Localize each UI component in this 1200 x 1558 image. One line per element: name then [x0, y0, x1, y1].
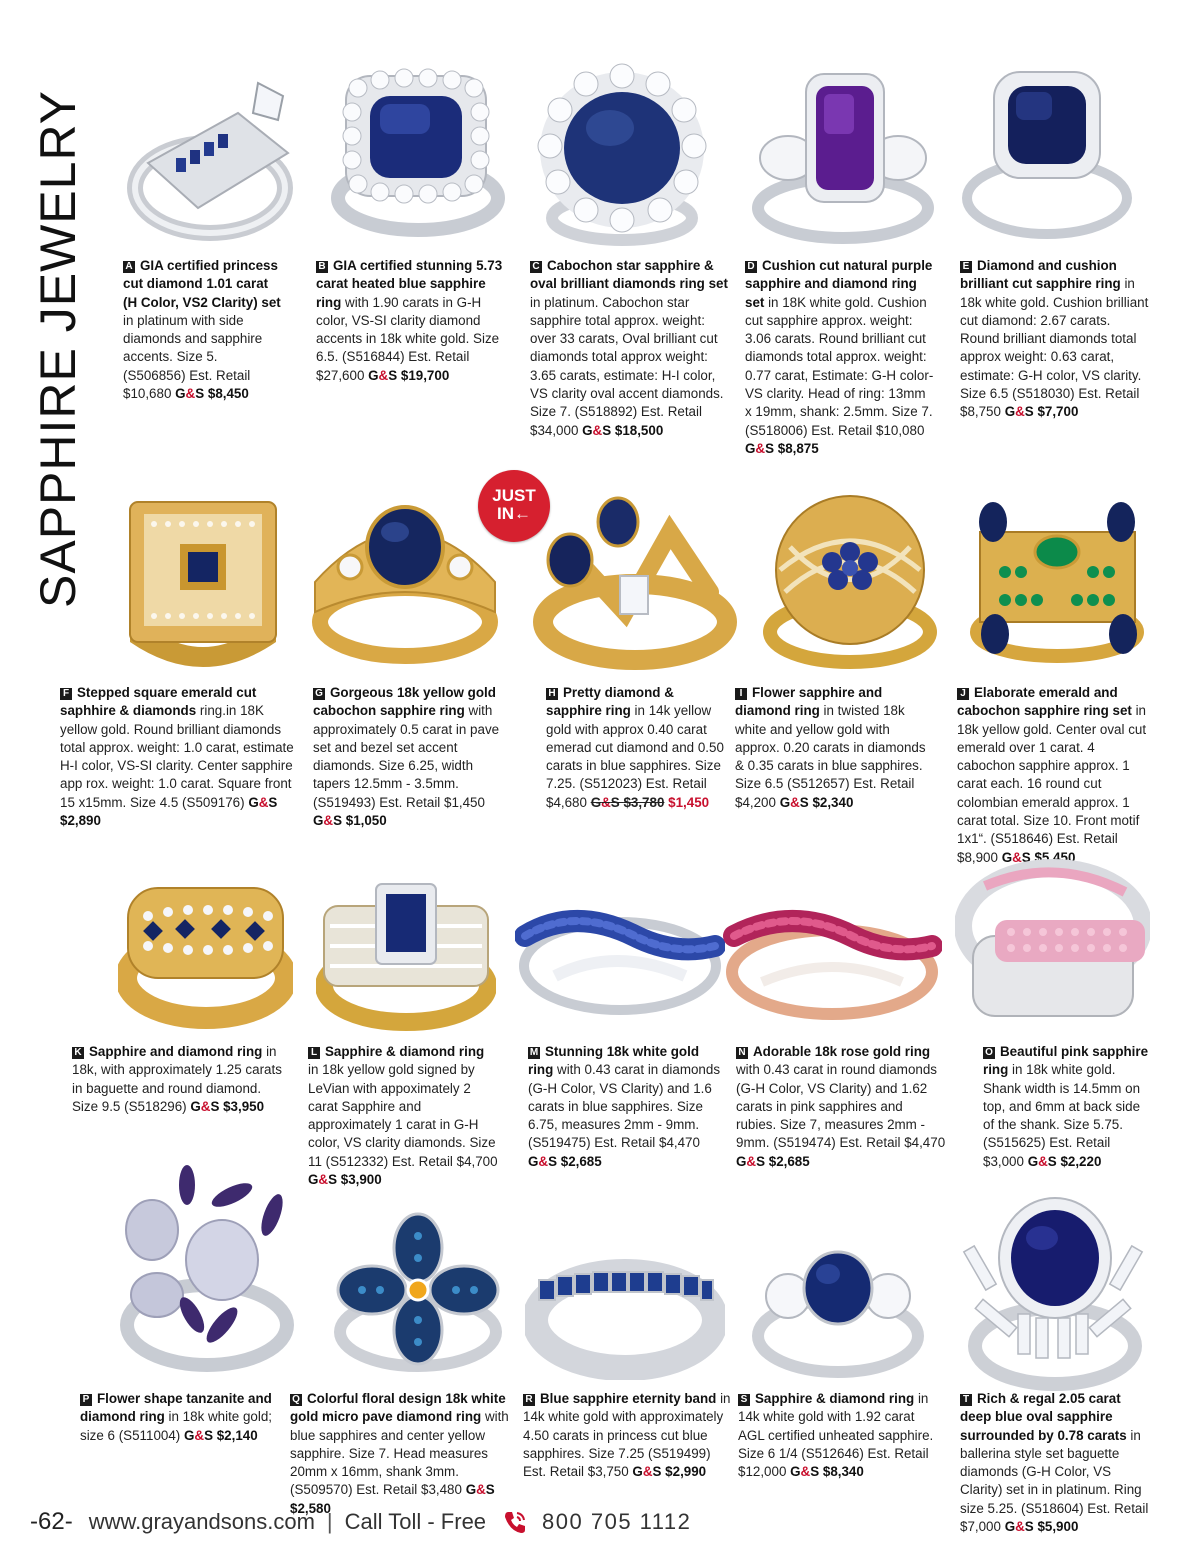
- item-title: Elaborate emerald and cabochon sapphire ring set: [957, 685, 1132, 719]
- gs-price-label: G&S: [1027, 1153, 1061, 1169]
- badge-line-2: IN←: [497, 504, 531, 523]
- item-body: in 14k yellow gold with approx 0.40 carat emerad cut diamond and 0.50 carats in blue sapphires. Size 7.25. (S512023) Est. Retail $4,680: [546, 703, 724, 810]
- item-o-description: [983, 1043, 1153, 1171]
- item-price: $8,875: [777, 440, 819, 456]
- gs-price-label: G&S: [790, 1464, 823, 1480]
- item-price: $3,950: [223, 1098, 265, 1114]
- gs-price-label: G&S: [248, 794, 278, 810]
- item-body: in 18k white gold; size 6 (S511004): [80, 1409, 273, 1443]
- gs-price-label: G&S: [736, 1153, 769, 1169]
- item-title: Beautiful pink sapphire ring: [983, 1044, 1149, 1078]
- gs-price-label: G&S: [368, 367, 401, 383]
- item-title: Adorable 18k rose gold ring: [753, 1044, 931, 1059]
- ring-photo-j: [965, 492, 1150, 672]
- ring-photo-a: [118, 58, 303, 248]
- item-price: $2,890: [60, 813, 101, 829]
- item-price: $2,220: [1060, 1153, 1102, 1169]
- ring-photo-p: [112, 1165, 302, 1375]
- item-body: in 18k white gold. Cushion brilliant cut diamond: 2.67 carats. Round brilliant diamonds total approx weight: 0.63 carat, estimate: G-H color, VS clarity. Size 6.5 (S518030) Est. Retail $8,750: [960, 276, 1149, 420]
- item-body: with 0.43 carat in diamonds (G-H Color, VS Clarity) and 1.6 carats in blue sapphires. Size 6.75, measures 2mm - 9mm. (S519475) Est. Retail $4,470: [528, 1062, 721, 1151]
- item-t-description: [960, 1390, 1155, 1536]
- just-in-badge: [478, 470, 550, 542]
- gs-price-label: G&S: [779, 794, 813, 810]
- item-body: in 18K white gold. Cushion cut sapphire approx. weight: 3.06 carats. Round brilliant cut diamonds total approx. weight: 0.77 carat, Estimate: G-H color-VS clarity. Head of ring: 13mm x 19mm, shank: 2.5mm. Size 7. (S518006) Est. Retail $10,080: [745, 294, 934, 438]
- item-g-description: [313, 684, 513, 830]
- item-j-description: [957, 684, 1153, 867]
- gs-price-label: G&S: [1004, 1519, 1038, 1535]
- item-price: $2,340: [812, 794, 854, 810]
- item-letter-badge: E: [960, 261, 972, 273]
- item-q-description: [290, 1390, 510, 1518]
- item-s-description: [738, 1390, 938, 1481]
- item-letter-badge: Q: [290, 1394, 302, 1406]
- ring-photo-l: [316, 866, 496, 1036]
- item-body: in 18k yellow gold signed by LeVian with appoximately 2 carat Sapphire and approximately 1 carat in G-H color, VS clarity diamonds. Size 11 (S512332) Est. Retail $4,700: [308, 1062, 498, 1169]
- item-title: Sapphire & diamond ring: [325, 1044, 485, 1059]
- gs-price-label: G&S: [190, 1098, 224, 1114]
- item-letter-badge: D: [745, 261, 757, 273]
- item-c-description: [530, 257, 730, 440]
- item-price: $2,685: [560, 1153, 602, 1169]
- item-letter-badge: M: [529, 1047, 539, 1058]
- item-letter-badge: N: [736, 1047, 748, 1059]
- item-letter-badge: C: [530, 261, 542, 273]
- item-a-description: [123, 257, 283, 403]
- ring-photo-c: [530, 58, 715, 248]
- item-i-description: [735, 684, 935, 812]
- item-title: Blue sapphire eternity band: [540, 1391, 717, 1406]
- website-link[interactable]: www.grayandsons.com: [88, 1509, 315, 1534]
- page-footer: [30, 1504, 730, 1540]
- gs-price-label: G&S: [308, 1172, 341, 1188]
- item-price: $5,450: [1034, 849, 1076, 865]
- phone-number[interactable]: 800 705 1112: [542, 1509, 692, 1534]
- gs-price-label: G&S: [313, 813, 346, 829]
- item-title: Flower shape tanzanite and diamond ring: [80, 1391, 272, 1425]
- item-body: in 18k white gold. Shank width is 14.5mm on top, and 6mm at back side of the shank. Size 5.75. (S515625) Est. Retail $3,000: [983, 1062, 1141, 1169]
- item-p-description: [80, 1390, 280, 1445]
- item-body: with approximately 0.5 carat in pave set and bezel set accent diamonds. Size 6.25, width tapers 12.5mm - 3.5mm. (S519493) Est. Retail $1,450: [313, 703, 500, 810]
- gs-price-label: G&S: [183, 1427, 217, 1443]
- ring-photo-f: [118, 492, 288, 672]
- ring-photo-t: [960, 1186, 1150, 1391]
- item-letter-badge: P: [80, 1394, 92, 1406]
- item-title: GIA certified princess cut diamond 1.01 carat (H Color, VS2 Clarity) set: [123, 258, 281, 310]
- item-letter-badge: G: [313, 688, 325, 700]
- item-k-description: [72, 1043, 287, 1116]
- item-body: in twisted 18k white and yellow gold with approx. 0.20 carats in diamonds & 0.35 carats in blue sapphires. Size 6.5 (S512657) Est. Retail $4,200: [735, 703, 926, 810]
- item-title: Stepped square emerald cut saphhire & diamonds: [60, 685, 257, 719]
- item-title: Cushion cut natural purple sapphire and diamond ring set: [745, 258, 933, 310]
- gs-price-label: G&S: [1001, 849, 1035, 865]
- ring-photo-n: [722, 896, 942, 1026]
- item-b-description: [316, 257, 508, 385]
- page-title: SAPPHIRE JEWELRY: [30, 89, 86, 608]
- item-price: $19,700: [400, 367, 450, 383]
- item-title: Stunning 18k white gold ring: [528, 1044, 699, 1078]
- item-letter-badge: I: [735, 688, 747, 700]
- page-number: -62-: [30, 1508, 73, 1535]
- item-letter-badge: A: [123, 261, 135, 273]
- item-h-description: [546, 684, 726, 812]
- item-old-price: $3,780: [623, 794, 665, 810]
- ring-photo-e: [952, 58, 1142, 248]
- toll-free-label: Call Toll - Free: [344, 1509, 487, 1534]
- item-body: ring.in 18K yellow gold. Round brilliant diamonds total approx. weight: 1.0 carat, estimate H-I color, VS-SI clarity. Center sapphire app rox. weight: 1.0 carat. Square front 15 x15mm. Size 4.5 (S509176): [60, 703, 294, 810]
- item-body: in platinum. Cabochon star sapphire total approx. weight: over 33 carats, Oval brilliant cut diamonds total approx weight: 3.65 carats, estimate: H-I color, VS clarity oval accent diamonds. Size 7. (S518892) Est. Retail $34,000: [530, 294, 724, 438]
- item-title: Sapphire & diamond ring: [755, 1391, 915, 1406]
- item-letter-badge: S: [738, 1394, 750, 1406]
- item-body: with 1.90 carats in G-H color, VS-SI clarity diamond accents in 18k white gold. Size 6.5. (S516844) Est. Retail $27,600: [316, 294, 500, 383]
- item-title: Diamond and cushion brilliant cut sapphire ring: [960, 258, 1121, 292]
- item-title: Pretty diamond & sapphire ring: [546, 685, 674, 719]
- item-n-description: [736, 1043, 946, 1171]
- item-body: in 18k, with approximately 1.25 carats in baguette and round diamond. Size 9.5 (S518296): [72, 1044, 282, 1114]
- item-price: $1,450: [668, 794, 710, 810]
- item-title: Gorgeous 18k yellow gold cabochon sapphire ring: [313, 685, 496, 719]
- item-price: $2,140: [216, 1427, 258, 1443]
- item-price: $2,580: [290, 1500, 331, 1516]
- ring-photo-i: [760, 492, 940, 672]
- item-letter-badge: L: [308, 1047, 320, 1059]
- item-price: $18,500: [614, 422, 664, 438]
- ring-photo-r: [525, 1250, 725, 1380]
- item-title: Colorful floral design 18k white gold micro pave diamond ring: [290, 1391, 506, 1425]
- ring-photo-d: [748, 58, 938, 248]
- ring-photo-q: [330, 1212, 505, 1382]
- item-letter-badge: R: [523, 1394, 535, 1406]
- item-body: in platinum with side diamonds and sapphire accents. Size 5. (S506856) Est. Retail $10,680: [123, 312, 263, 402]
- item-body: in ballerina style set baguette diamonds (G-H Color, VS Clarity) set in in platinum. Ring size 5.25. (S518604) Est. Retail $7,000: [960, 1427, 1149, 1535]
- ring-photo-s: [748, 1244, 928, 1384]
- item-price: $2,685: [768, 1153, 810, 1169]
- item-price: $7,700: [1037, 404, 1079, 420]
- item-price: $8,340: [822, 1464, 864, 1480]
- phone-icon: [502, 1509, 528, 1535]
- gs-old-price-label: G&S $3,780: [590, 794, 665, 810]
- item-r-description: [523, 1390, 733, 1481]
- item-m-description: [528, 1043, 722, 1171]
- item-title: Rich & regal 2.05 carat deep blue oval sapphire surrounded by 0.78 carats: [960, 1391, 1127, 1443]
- footer-separator: |: [326, 1509, 333, 1534]
- item-letter-badge: K: [72, 1047, 84, 1059]
- item-letter-badge: H: [546, 688, 558, 700]
- item-letter-badge: O: [983, 1047, 995, 1059]
- item-body: with blue sapphires and center yellow sapphire. Size 7. Head measures 20mm x 16mm, shank 3mm. (S509570) Est. Retail $3,480: [290, 1409, 509, 1498]
- item-title: Cabochon star sapphire & oval brilliant diamonds ring set: [530, 258, 728, 292]
- ring-photo-b: [318, 48, 518, 248]
- gs-price-label: G&S: [582, 422, 615, 438]
- item-price: $1,050: [345, 813, 387, 829]
- item-letter-badge: T: [960, 1394, 972, 1406]
- item-title: GIA certified stunning 5.73 carat heated blue sapphire ring: [316, 258, 503, 310]
- gs-price-label: G&S: [632, 1464, 666, 1480]
- item-price: $8,450: [207, 386, 249, 402]
- item-title: Flower sapphire and diamond ring: [735, 685, 883, 719]
- badge-line-1: JUST: [492, 486, 536, 505]
- item-f-description: [60, 684, 296, 830]
- ring-photo-o: [955, 856, 1150, 1031]
- item-price: $5,900: [1037, 1519, 1079, 1535]
- item-price: $2,990: [665, 1464, 707, 1480]
- item-body: in 14k white gold with approximately 4.50 carats in princess cut blue sapphires. Size 7.25 (S519499) Est. Retail $3,750: [523, 1391, 731, 1480]
- item-body: in 18k yellow gold. Center oval cut emerald over 1 carat. 4 cabochon sapphire approx. 1 carat each. 16 round cut colombian emerald approx. 1 carat total. Size 10. Front motif 1x1“. (S518646) Est. Retail $8,900: [957, 703, 1147, 865]
- item-l-description: [308, 1043, 498, 1189]
- item-e-description: [960, 257, 1150, 422]
- gs-price-label: G&S: [528, 1153, 561, 1169]
- ring-photo-g: [305, 492, 505, 672]
- gs-price-label: G&S: [745, 440, 778, 456]
- ring-photo-h: [530, 492, 740, 672]
- ring-photo-m: [515, 896, 725, 1026]
- item-price: $3,900: [340, 1172, 382, 1188]
- ring-photo-k: [118, 866, 293, 1031]
- gs-price-label: G&S: [175, 386, 208, 402]
- item-d-description: [745, 257, 935, 458]
- gs-price-label: G&S: [1004, 404, 1038, 420]
- item-letter-badge: F: [60, 688, 72, 700]
- item-letter-badge: B: [316, 261, 328, 273]
- item-body: with 0.43 carat in round diamonds (G-H Color, VS Clarity) and 1.62 carats in pink sapphires and rubies. Size 7, measures 2mm - 9mm. (S519474) Est. Retail $4,470: [736, 1062, 946, 1151]
- item-body: in 14k white gold with 1.92 carat AGL certified unheated sapphire. Size 6 1/4 (S512646) Est. Retail $12,000: [738, 1391, 934, 1480]
- item-title: Sapphire and diamond ring: [89, 1044, 263, 1059]
- item-letter-badge: J: [957, 688, 969, 700]
- gs-price-label: G&S: [465, 1482, 495, 1498]
